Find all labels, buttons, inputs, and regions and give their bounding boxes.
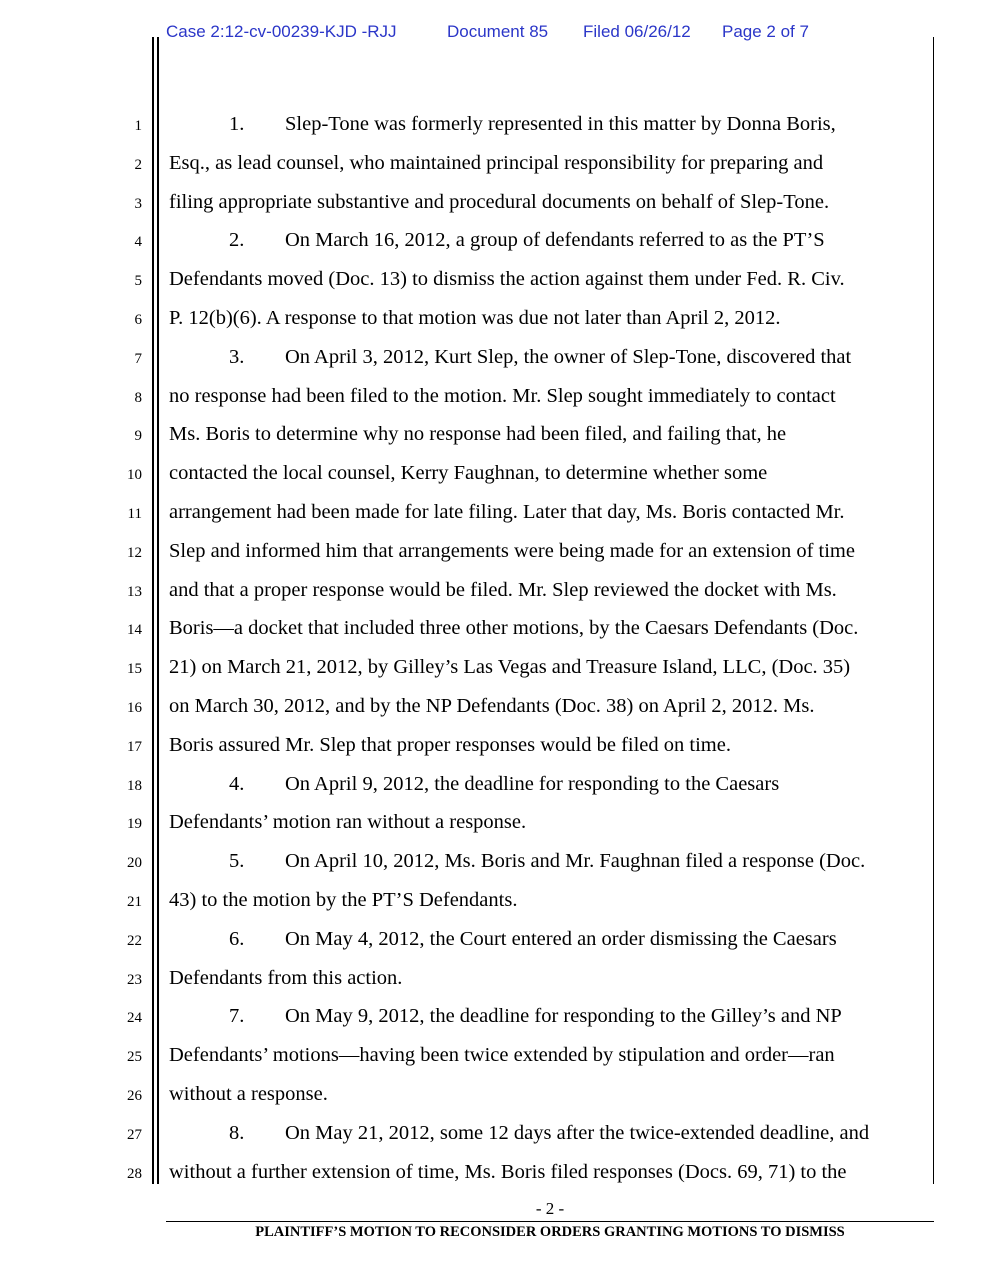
line-text: no response had been filed to the motion. Mr. Slep sought immediately to contact (169, 384, 836, 407)
filed-date: Filed 06/26/12 (583, 22, 691, 41)
left-margin-rule-inner (157, 37, 159, 1184)
line-number: 13 (127, 583, 142, 600)
line-text: P. 12(b)(6). A response to that motion was due not later than April 2, 2012. (169, 307, 781, 329)
text-line (169, 655, 850, 679)
paragraph-number: 8. (229, 1121, 245, 1144)
line-number: 14 (127, 622, 142, 639)
text-line (169, 578, 837, 602)
line-number: 4 (134, 234, 142, 251)
line-text: Boris—a docket that included three other motions, by the Caesars Defendants (Doc. (169, 617, 859, 640)
line-number: 25 (127, 1049, 142, 1066)
line-text: Boris assured Mr. Slep that proper responses would be filed on time. (169, 733, 731, 756)
text-line (169, 1160, 847, 1184)
line-number: 11 (127, 506, 142, 522)
text-line (169, 190, 829, 214)
line-text: Slep-Tone was formerly represented in this matter by Donna Boris, (285, 113, 836, 135)
paragraph-first-line (229, 112, 836, 136)
text-line (169, 267, 845, 291)
line-text: Slep and informed him that arrangements were being made for an extension of time (169, 539, 855, 562)
line-number: 28 (127, 1165, 142, 1182)
line-text: and that a proper response would be filed. Mr. Slep reviewed the docket with Ms. (169, 578, 837, 601)
line-text: arrangement had been made for late filing. Later that day, Ms. Boris contacted Mr. (169, 501, 845, 523)
line-text: contacted the local counsel, Kerry Faughnan, to determine whether some (169, 462, 768, 485)
line-number: 2 (134, 156, 142, 173)
text-line (169, 888, 517, 912)
line-text: Ms. Boris to determine why no response had been filed, and failing that, he (169, 423, 787, 446)
line-text: Esq., as lead counsel, who maintained principal responsibility for preparing and (169, 151, 824, 174)
right-margin-rule (933, 37, 934, 1184)
line-text: on March 30, 2012, and by the NP Defendants (Doc. 38) on April 2, 2012. Ms. (169, 695, 815, 717)
line-number: 19 (127, 816, 142, 833)
line-text: On May 4, 2012, the Court entered an order dismissing the Caesars (285, 927, 837, 950)
text-line (169, 1043, 835, 1067)
line-text: On April 10, 2012, Ms. Boris and Mr. Faughnan filed a response (Doc. (285, 850, 866, 873)
text-line (169, 539, 855, 563)
line-number: 18 (127, 777, 142, 794)
paragraph-first-line (229, 927, 837, 951)
paragraph-number: 2. (229, 229, 245, 252)
line-text: 43) to the motion by the PT’S Defendants. (169, 889, 518, 911)
line-number: 24 (127, 1010, 142, 1027)
paragraph-first-line (229, 228, 825, 252)
line-text: On April 9, 2012, the deadline for responding to the Caesars (285, 772, 780, 795)
line-number: 27 (127, 1126, 142, 1143)
line-number: 16 (127, 700, 142, 716)
paragraph-number: 4. (229, 772, 245, 795)
line-number: 26 (127, 1088, 142, 1104)
line-number: 21 (127, 894, 142, 910)
line-text: On April 3, 2012, Kurt Slep, the owner of Slep-Tone, discovered that (285, 345, 852, 368)
footer-title: PLAINTIFF’S MOTION TO RECONSIDER ORDERS GRANTING MOTIONS TO DISMISS (255, 1224, 845, 1240)
line-number: 6 (134, 312, 142, 328)
line-text: filing appropriate substantive and procedural documents on behalf of Slep-Tone. (169, 190, 830, 213)
line-number: 12 (127, 544, 142, 561)
footer-rule (166, 1221, 934, 1222)
text-line (169, 810, 526, 834)
line-number: 1 (134, 118, 142, 134)
line-text: On May 9, 2012, the deadline for responding to the Gilley’s and NP (285, 1005, 842, 1028)
line-number: 22 (127, 932, 142, 949)
paragraph-number: 6. (229, 927, 245, 950)
line-number: 7 (134, 350, 142, 367)
paragraph-first-line (229, 345, 851, 369)
page-number: - 2 - (535, 1199, 565, 1218)
line-number: 8 (134, 389, 142, 406)
line-number: 23 (127, 971, 142, 988)
text-line (169, 616, 858, 640)
line-text: Defendants moved (Doc. 13) to dismiss the action against them under Fed. R. Civ. (169, 268, 845, 291)
line-text: 21) on March 21, 2012, by Gilley’s Las Vegas and Treasure Island, LLC, (Doc. 35) (169, 656, 851, 679)
line-number: 3 (134, 195, 142, 212)
line-text: Defendants’ motions—having been twice extended by stipulation and order—ran (169, 1044, 835, 1067)
paragraph-number: 1. (229, 113, 245, 135)
paragraph-first-line (229, 772, 779, 796)
line-text: On March 16, 2012, a group of defendants referred to as the PT’S (285, 229, 825, 252)
paragraph-first-line (229, 849, 865, 873)
text-line (169, 1082, 328, 1106)
line-number: 15 (127, 661, 142, 678)
line-text: On May 21, 2012, some 12 days after the twice-extended deadline, and (285, 1121, 870, 1144)
line-text: Defendants from this action. (169, 966, 403, 989)
line-text: without a further extension of time, Ms. Boris filed responses (Docs. 69, 71) to the (169, 1160, 847, 1183)
text-line (169, 151, 823, 175)
case-number: Case 2:12-cv-00239-KJD -RJJ (166, 22, 397, 41)
paragraph-number: 3. (229, 345, 245, 368)
text-line (169, 384, 836, 408)
line-number: 5 (134, 273, 142, 290)
text-line (169, 733, 731, 757)
paragraph-number: 7. (229, 1005, 245, 1028)
line-number: 20 (127, 855, 142, 872)
document-number: Document 85 (447, 22, 549, 41)
case-header (166, 22, 866, 46)
text-line (169, 461, 767, 485)
line-number: 10 (127, 467, 142, 484)
text-line (169, 500, 845, 524)
text-line (169, 966, 402, 990)
left-margin-rule (152, 37, 154, 1184)
page-of: Page 2 of 7 (722, 22, 809, 41)
text-line (169, 694, 814, 718)
paragraph-number: 5. (229, 850, 245, 873)
line-number: 9 (134, 428, 142, 445)
line-text: Defendants’ motion ran without a response. (169, 811, 527, 834)
text-line (169, 306, 781, 330)
paragraph-first-line (229, 1004, 842, 1028)
paragraph-first-line (229, 1121, 869, 1145)
line-text: without a response. (169, 1083, 328, 1105)
text-line (169, 422, 786, 446)
line-number: 17 (127, 738, 142, 755)
